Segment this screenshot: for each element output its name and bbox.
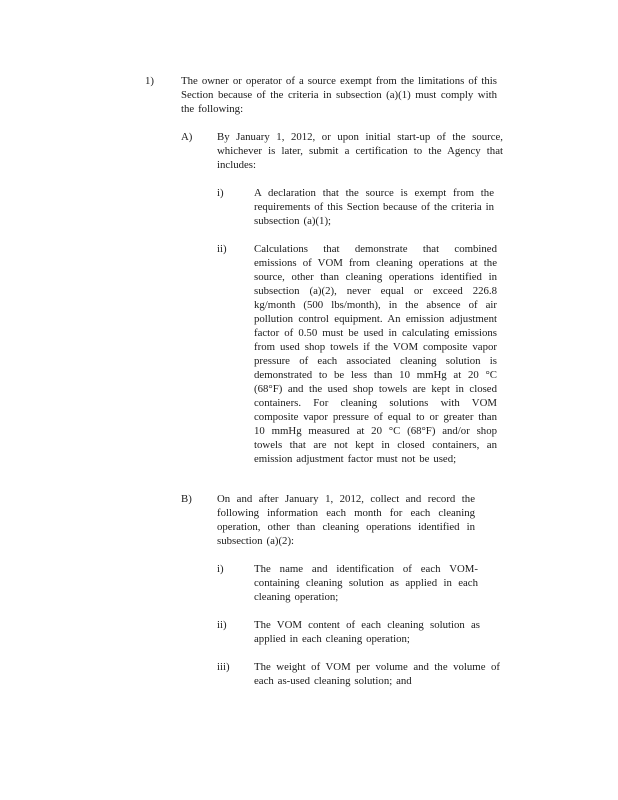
paragraph-a-ii-label: ii)	[217, 243, 227, 255]
paragraph-1-text: The owner or operator of a source exempt from the limitations of this Section because of the criteria in subsection (a)(1) must comply with the following:	[181, 75, 497, 115]
paragraph-b-label: B)	[181, 493, 192, 505]
paragraph-a-text: By January 1, 2012, or upon initial start-up of the source, whichever is later, submit a certification to the Agency that includes:	[217, 131, 503, 171]
paragraph-b-iii-text: The weight of VOM per volume and the volume of each as-used cleaning solution; and	[254, 661, 500, 687]
paragraph-a-ii-text: Calculations that demonstrate that combined emissions of VOM from cleaning operations at the source, other than cleaning operations identified in subsection (a)(2), never equal or exceed 226.8 kg/month (500 lbs/month), in the absence of air pollution control equipment. An emission adjustment factor of 0.50 must be used in calculating emissions from used shop towels if the VOM composite vapor pressure of each associated cleaning solution is demonstrated to be less than 10 mmHg at 20 °C (68°F) and the used shop towels are kept in closed containers. For cleaning solutions with VOM composite vapor pressure of equal to or greater than 10 mmHg measured at 20 °C (68°F) and/or shop towels that are not kept in closed containers, an emission adjustment factor must not be used;	[254, 243, 497, 465]
paragraph-a-i-text: A declaration that the source is exempt from the requirements of this Section because of the criteria in subsection (a)(1);	[254, 187, 494, 227]
paragraph-b-i-label: i)	[217, 563, 224, 575]
paragraph-b-ii-label: ii)	[217, 619, 227, 631]
paragraph-1-label: 1)	[145, 75, 154, 87]
paragraph-a-i-label: i)	[217, 187, 224, 199]
paragraph-b-ii-text: The VOM content of each cleaning solution as applied in each cleaning operation;	[254, 619, 480, 645]
paragraph-b-i-text: The name and identification of each VOM-containing cleaning solution as applied in each cleaning operation;	[254, 563, 478, 603]
paragraph-a-label: A)	[181, 131, 193, 143]
paragraph-b-text: On and after January 1, 2012, collect and record the following information each month for each cleaning operation, other than cleaning operations identified in subsection (a)(2):	[217, 493, 475, 547]
paragraph-b-iii-label: iii)	[217, 661, 230, 673]
